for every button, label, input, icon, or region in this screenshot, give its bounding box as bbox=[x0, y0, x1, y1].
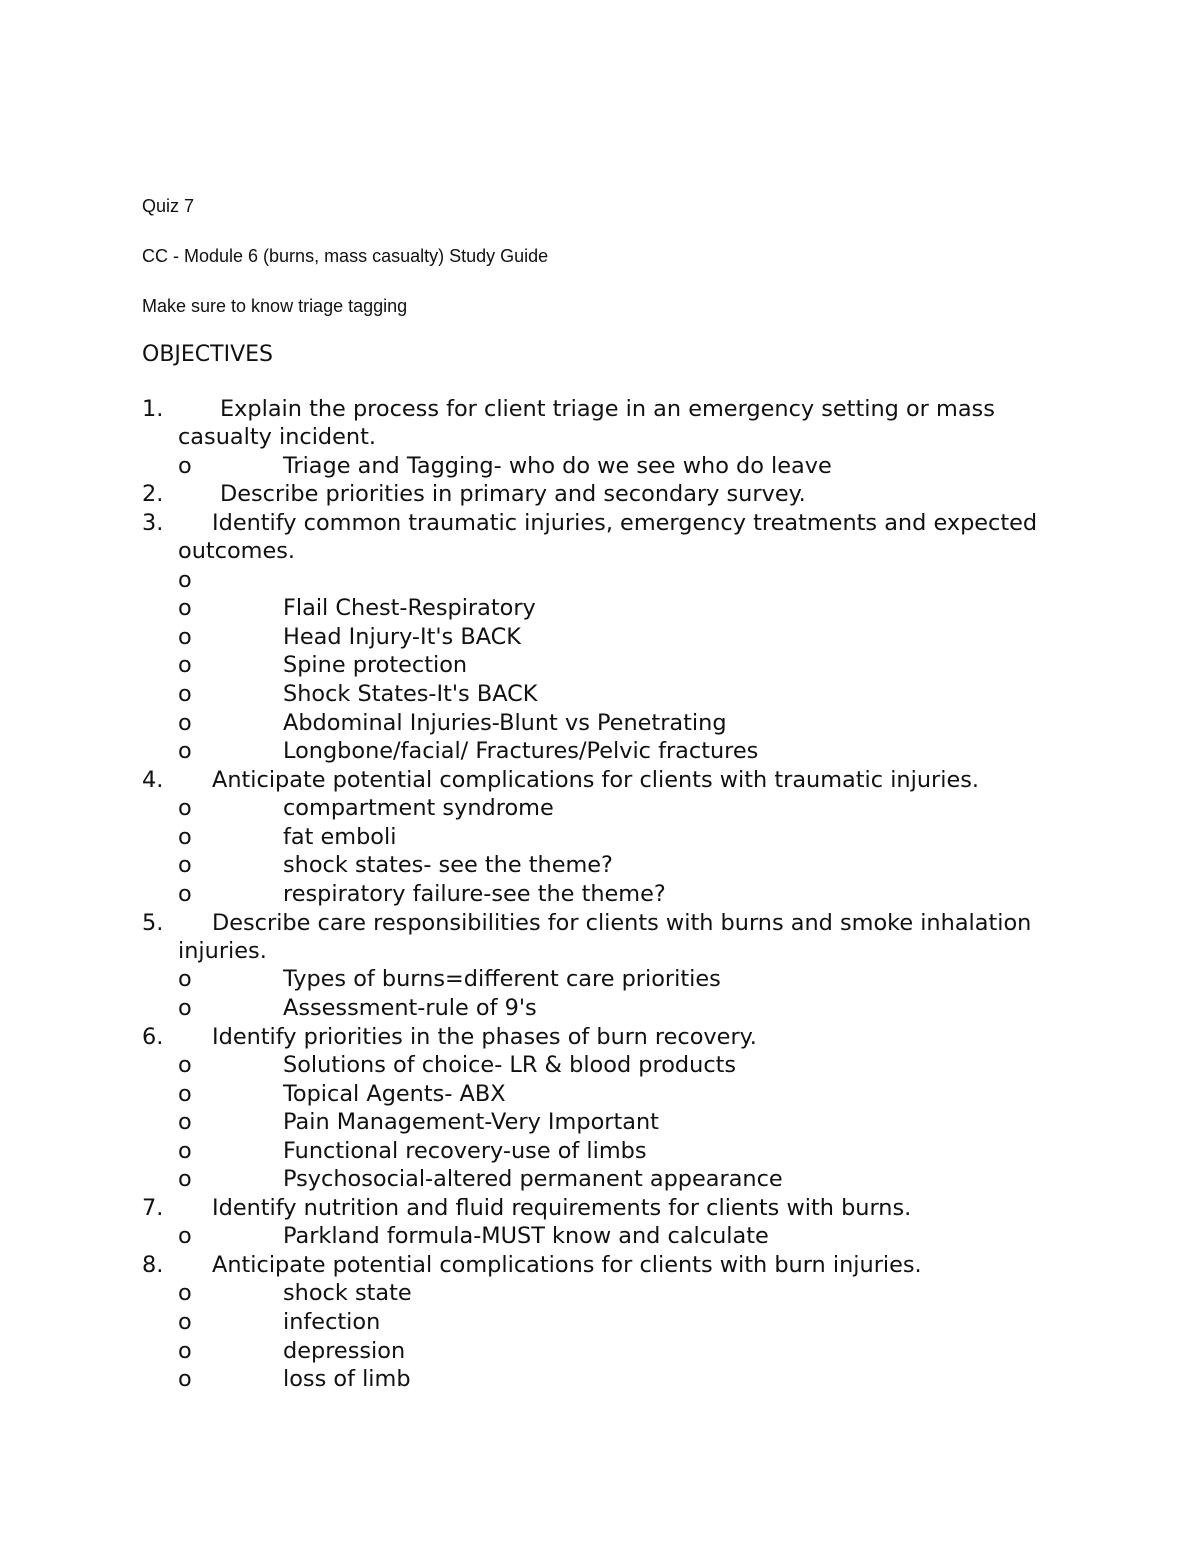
sub-item bbox=[0, 851, 1200, 880]
bullet-icon: o bbox=[178, 880, 192, 907]
bullet-icon: o bbox=[178, 709, 192, 736]
sub-item-text: Shock States-It's BACK bbox=[283, 681, 538, 707]
sub-item-text: Assessment-rule of 9's bbox=[283, 994, 537, 1021]
sub-item-text: Spine protection bbox=[283, 652, 468, 679]
objective-item bbox=[0, 1023, 1200, 1194]
objective-line bbox=[0, 509, 1058, 566]
quiz-title: Quiz 7 bbox=[142, 196, 195, 216]
sub-item-text: infection bbox=[283, 1308, 381, 1335]
bullet-icon: o bbox=[178, 1080, 192, 1107]
objective-line bbox=[0, 480, 1058, 508]
sub-item-text: respiratory failure-see the theme? bbox=[283, 880, 666, 907]
objective-line bbox=[0, 909, 1058, 966]
triage-note: Make sure to know triage tagging bbox=[142, 296, 408, 316]
bullet-icon: o bbox=[178, 1137, 192, 1164]
sub-item bbox=[0, 1365, 1200, 1394]
sub-item bbox=[0, 452, 1200, 481]
sub-item bbox=[0, 594, 1200, 623]
sub-item bbox=[0, 823, 1200, 852]
objective-number: 2. bbox=[142, 481, 164, 508]
sub-item-text: Topical Agents- ABX bbox=[283, 1080, 506, 1107]
objective-text: Explain the process for client triage in an emergency setting or mass casualty incident. bbox=[178, 396, 995, 451]
sub-item bbox=[0, 880, 1200, 909]
objective-item bbox=[0, 1194, 1200, 1251]
objective-line bbox=[0, 766, 1058, 794]
bullet-icon: o bbox=[178, 1280, 192, 1307]
objective-text: Anticipate potential complications for clients with traumatic injuries. bbox=[212, 766, 980, 793]
sub-item bbox=[0, 623, 1200, 652]
objective-number: 3. bbox=[142, 509, 164, 536]
sub-item bbox=[0, 965, 1200, 994]
sub-item-text: depression bbox=[283, 1337, 406, 1364]
sub-item-text: shock states- see the theme? bbox=[283, 852, 613, 879]
sub-item-text: Functional recovery-use of limbs bbox=[283, 1137, 647, 1164]
objective-number: 7. bbox=[142, 1194, 164, 1221]
bullet-icon: o bbox=[178, 566, 192, 593]
sub-item-text: Flail Chest-Respiratory bbox=[283, 595, 536, 622]
bullet-icon: o bbox=[178, 852, 192, 879]
sub-item bbox=[0, 794, 1200, 823]
bullet-icon: o bbox=[178, 1337, 192, 1364]
sub-item-text: compartment syndrome bbox=[283, 795, 554, 822]
objective-text: Identify nutrition and fluid requirements for clients with burns. bbox=[212, 1194, 912, 1221]
sub-item-text: Longbone/facial/ Fractures/Pelvic fractures bbox=[283, 738, 759, 765]
sub-item bbox=[0, 651, 1200, 680]
sub-item-text: Pain Management-Very Important bbox=[283, 1109, 659, 1136]
objective-item bbox=[0, 909, 1200, 1023]
objective-item bbox=[0, 766, 1200, 909]
sub-item bbox=[0, 1279, 1200, 1308]
sub-item-text: Types of burns=different care priorities bbox=[283, 966, 721, 993]
objective-text: Describe priorities in primary and secondary survey. bbox=[220, 481, 806, 508]
sub-item bbox=[0, 994, 1200, 1023]
sub-item bbox=[0, 1222, 1200, 1251]
objective-text: Anticipate potential complications for clients with burn injuries. bbox=[212, 1251, 922, 1278]
sub-item bbox=[0, 1051, 1200, 1080]
bullet-icon: o bbox=[178, 1366, 192, 1393]
sub-item bbox=[0, 1308, 1200, 1337]
objective-item bbox=[0, 1251, 1200, 1394]
sub-item bbox=[0, 1108, 1200, 1137]
sub-item bbox=[0, 1137, 1200, 1166]
objective-text: Identify priorities in the phases of burn recovery. bbox=[212, 1023, 757, 1050]
objective-item bbox=[0, 509, 1200, 766]
objective-number: 8. bbox=[142, 1251, 164, 1278]
sub-item-text: Parkland formula-MUST know and calculate bbox=[283, 1223, 769, 1250]
bullet-icon: o bbox=[178, 1223, 192, 1250]
bullet-icon: o bbox=[178, 681, 192, 707]
objectives-list bbox=[0, 395, 1200, 1394]
sub-item-text: Head Injury-It's BACK bbox=[283, 623, 521, 650]
bullet-icon: o bbox=[178, 994, 192, 1021]
sub-item-text: shock state bbox=[283, 1280, 412, 1307]
objective-line bbox=[0, 1194, 1058, 1222]
objective-line bbox=[0, 1251, 1058, 1279]
bullet-icon: o bbox=[178, 1051, 192, 1078]
objective-number: 5. bbox=[142, 909, 164, 936]
bullet-icon: o bbox=[178, 452, 192, 479]
sub-item bbox=[0, 566, 1200, 595]
objective-text: Describe care responsibilities for clients with burns and smoke inhalation injuries. bbox=[178, 909, 1032, 964]
bullet-icon: o bbox=[178, 795, 192, 822]
bullet-icon: o bbox=[178, 623, 192, 650]
course-title: CC - Module 6 (burns, mass casualty) Study Guide bbox=[142, 246, 549, 266]
objective-text: Identify common traumatic injuries, emergency treatments and expected outcomes. bbox=[178, 509, 1038, 565]
bullet-icon: o bbox=[178, 652, 192, 679]
sub-item bbox=[0, 709, 1200, 738]
bullet-icon: o bbox=[178, 1109, 192, 1136]
bullet-icon: o bbox=[178, 1308, 192, 1335]
bullet-icon: o bbox=[178, 738, 192, 765]
sub-item bbox=[0, 1337, 1200, 1366]
sub-item-text: Solutions of choice- LR & blood products bbox=[283, 1051, 737, 1078]
objectives-heading: OBJECTIVES bbox=[142, 342, 274, 367]
sub-item bbox=[0, 1165, 1200, 1194]
sub-item bbox=[0, 1080, 1200, 1109]
sub-item-text: Abdominal Injuries-Blunt vs Penetrating bbox=[283, 709, 727, 736]
sub-item-text: Psychosocial-altered permanent appearance bbox=[283, 1166, 783, 1193]
sub-item bbox=[0, 680, 1200, 709]
objective-item bbox=[0, 480, 1200, 508]
objective-number: 4. bbox=[142, 766, 164, 793]
objective-line bbox=[0, 395, 1058, 452]
sub-item-text: Triage and Tagging- who do we see who do leave bbox=[283, 452, 832, 479]
objective-line bbox=[0, 1023, 1058, 1051]
sub-item-text: fat emboli bbox=[283, 823, 397, 850]
bullet-icon: o bbox=[178, 1166, 192, 1193]
bullet-icon: o bbox=[178, 823, 192, 850]
sub-item bbox=[0, 737, 1200, 766]
objective-number: 1. bbox=[142, 396, 164, 422]
sub-item-text: loss of limb bbox=[283, 1366, 411, 1393]
objective-number: 6. bbox=[142, 1023, 164, 1050]
bullet-icon: o bbox=[178, 966, 192, 993]
objective-item bbox=[0, 395, 1200, 480]
bullet-icon: o bbox=[178, 595, 192, 622]
